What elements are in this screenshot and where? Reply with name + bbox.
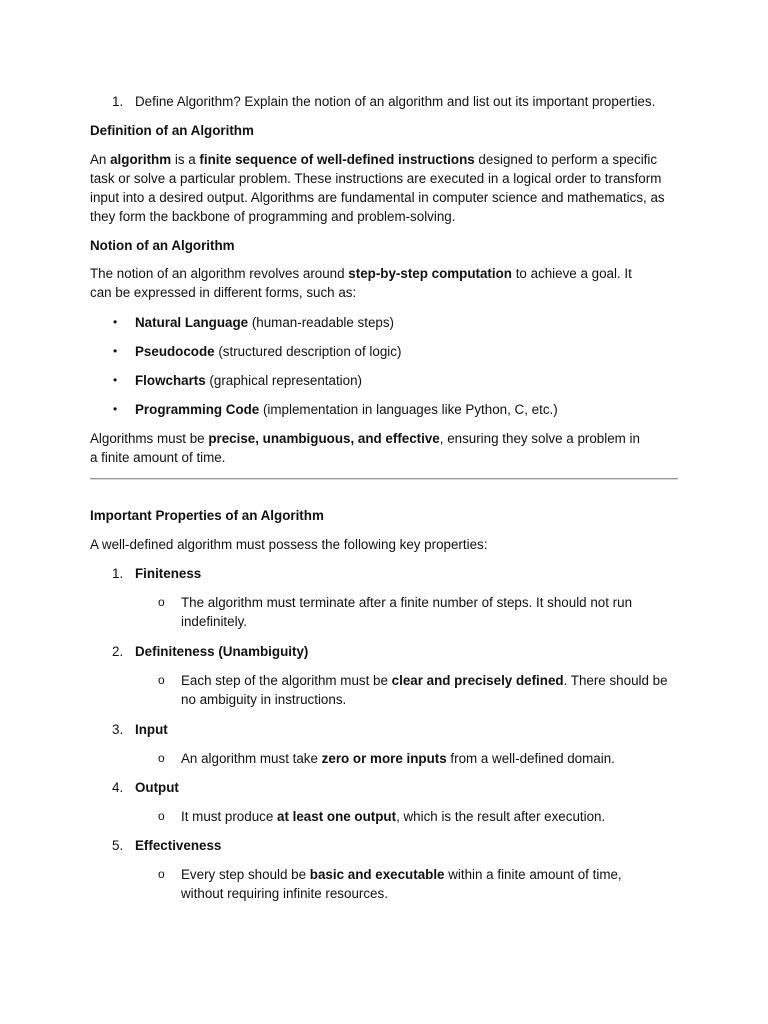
notion-paragraph: The notion of an algorithm revolves around step-by-step computation to achieve a goal. It can be expressed in different forms, such as: — [90, 266, 632, 300]
notion-list-item: Flowcharts (graphical representation) — [135, 373, 362, 388]
bullet-marker: • — [113, 315, 118, 329]
property-title: Input — [135, 722, 168, 737]
property-description: It must produce at least one output, which is the result after execution. — [181, 809, 606, 824]
property-title: Output — [135, 780, 179, 795]
property-description: The algorithm must terminate after a finite number of steps. It should not run indefinitely. — [181, 595, 633, 629]
property-title: Finiteness — [135, 566, 202, 581]
property-number: 2. — [112, 644, 124, 659]
horizontal-divider — [90, 478, 678, 480]
bullet-marker: • — [113, 402, 118, 416]
bullet-marker: • — [113, 344, 118, 358]
property-description: Every step should be basic and executable within a finite amount of time, without requiring infinite resources. — [181, 867, 622, 901]
question-number: 1. — [112, 94, 124, 109]
property-title: Effectiveness — [135, 838, 222, 853]
notion-closing-paragraph: Algorithms must be precise, unambiguous, and effective, ensuring they solve a problem in a finite amount of time. — [90, 431, 640, 465]
property-number: 1. — [112, 566, 124, 581]
property-number: 3. — [112, 722, 124, 737]
property-number: 4. — [112, 780, 124, 795]
notion-list-item: Pseudocode (structured description of logic) — [135, 344, 402, 359]
definition-paragraph: An algorithm is a finite sequence of well-defined instructions designed to perform a specific task or solve a particular problem. These instructions are executed in a logical order to transform input into a desired output. Algorithms are fundamental in computer science and mathematics, as they form the backbone of programming and problem-solving. — [90, 152, 665, 224]
sub-bullet-marker: o — [158, 595, 165, 609]
notion-list-item: Natural Language (human-readable steps) — [135, 315, 394, 330]
properties-heading: Important Properties of an Algorithm — [90, 508, 324, 523]
sub-bullet-marker: o — [158, 867, 165, 881]
property-title: Definiteness (Unambiguity) — [135, 644, 309, 659]
sub-bullet-marker: o — [158, 751, 165, 765]
notion-heading: Notion of an Algorithm — [90, 238, 235, 253]
properties-intro: A well-defined algorithm must possess the following key properties: — [90, 537, 488, 552]
definition-heading: Definition of an Algorithm — [90, 123, 254, 138]
property-description: An algorithm must take zero or more inputs from a well-defined domain. — [181, 751, 615, 766]
property-description: Each step of the algorithm must be clear and precisely defined. There should be no ambiguity in instructions. — [181, 673, 668, 707]
sub-bullet-marker: o — [158, 809, 165, 823]
property-number: 5. — [112, 838, 124, 853]
sub-bullet-marker: o — [158, 673, 165, 687]
bullet-marker: • — [113, 373, 118, 387]
question-text: Define Algorithm? Explain the notion of an algorithm and list out its important properties. — [135, 94, 656, 109]
notion-list-item: Programming Code (implementation in languages like Python, C, etc.) — [135, 402, 558, 417]
